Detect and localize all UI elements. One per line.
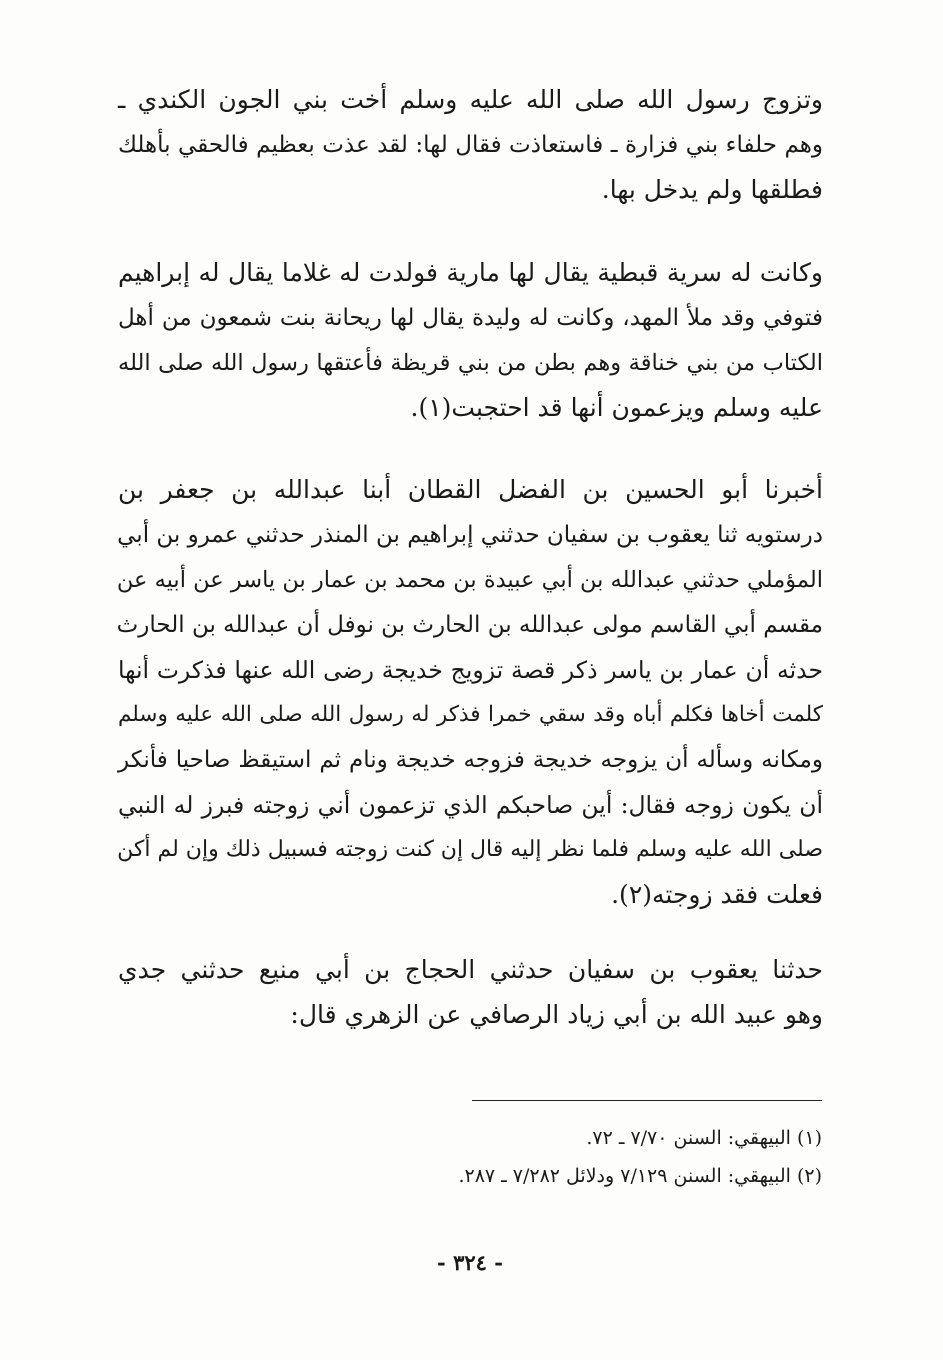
paragraph-line: وكانت له سرية قبطية يقال لها مارية فولدت له غلاما يقال له إبراهيم (118, 258, 823, 287)
paragraph-line: أن يكون زوجه فقال: أين صاحبكم الذي تزعمون أني زوجته فبرز له النبي (118, 791, 823, 819)
paragraph-line: المؤملي حدثني عبدالله بن أبي عبيدة بن محمد بن عمار بن ياسر عن أبيه عن (116, 567, 823, 593)
paragraph-line: صلى الله عليه وسلم فلما نظر إليه قال إن كنت زوجته فسبيل ذلك وإن لم أكن (117, 837, 823, 862)
footnote-1: (١) البيهقي: السنن ٧/٧٠ ـ ٧٢. (586, 1127, 822, 1149)
paragraph-line: فطلقها ولم يدخل بها. (601, 175, 823, 204)
paragraph-line: حدثه أن عمار بن ياسر ذكر قصة تزويج خديجة رضى الله عنها فذكرت أنها (118, 656, 823, 684)
paragraph-line: أخبرنا أبو الحسين بن الفضل القطان أبنا عبدالله بن جعفر بن (118, 475, 823, 504)
paragraph-line: وتزوج رسول الله صلى الله عليه وسلم أخت بني الجون الكندي ـ (118, 85, 823, 114)
paragraph-line: وهو عبيد الله بن أبي زياد الرصافي عن الزهري قال: (290, 1000, 823, 1029)
footnote-2: (٢) البيهقي: السنن ٧/١٢٩ ودلائل ٧/٢٨٢ ـ ٢٨٧. (458, 1165, 822, 1187)
paragraph-line: الكتاب من بني خناقة وهم بطن من بني قريظة فأعتقها رسول الله صلى الله (118, 350, 823, 376)
paragraph-line: مقسم أبي القاسم مولى عبدالله بن الحارث بن نوفل أن عبدالله بن الحارث (116, 612, 823, 638)
paragraph-line: فتوفي وقد ملأ المهد، وكانت له وليدة يقال لها ريحانة بنت شمعون من أهل (118, 305, 823, 331)
paragraph-line: وهم حلفاء بني فزارة ـ فاستعاذت فقال لها: لقد عذت بعظيم فالحقي بأهلك (118, 132, 823, 158)
paragraph-line: كلمت أخاها فكلم أباه وقد سقي خمرا فذكر له رسول الله صلى الله عليه وسلم (118, 702, 823, 727)
paragraph-line: حدثنا يعقوب بن سفيان حدثني الحجاج بن أبي منيع حدثني جدي (118, 955, 823, 984)
page-number: - ٣٢٤ - (437, 1250, 503, 1275)
paragraph-line: ومكانه وسأله أن يزوجه خديجة فزوجه خديجة ونام ثم استيقظ صاحيا فأنكر (118, 747, 823, 773)
footnote-separator (472, 1100, 822, 1101)
paragraph-line: عليه وسلم ويزعمون أنها قد احتجبت(١). (410, 393, 823, 422)
paragraph-line: درستويه ثنا يعقوب بن سفيان حدثني إبراهيم بن المنذر حدثني عمرو بن أبي (117, 522, 823, 548)
paragraph-line: فعلت فقد زوجته(٢). (611, 880, 823, 909)
